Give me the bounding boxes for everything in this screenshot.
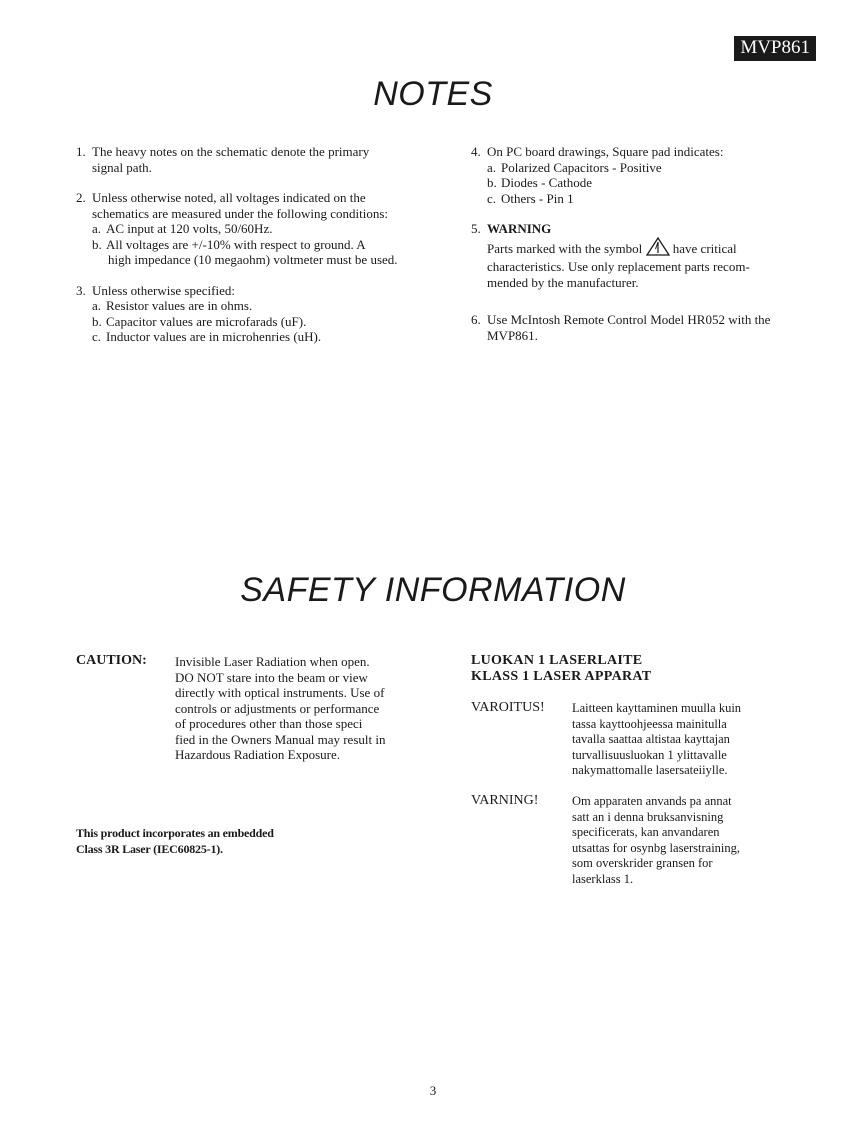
note-line: Unless otherwise noted, all voltages indicated on the (92, 190, 366, 205)
laser-heading-line: LUOKAN 1 LASERLAITE (471, 653, 643, 668)
warning-triangle-icon (646, 237, 670, 260)
warning-line: characteristics. Use only replacement parts recom- (487, 259, 750, 274)
note-number: 4. (471, 144, 481, 159)
varoitus-line: tassa kayttoohjeessa mainitulla (572, 716, 727, 731)
note-4-sub-b (487, 175, 811, 191)
note-2-sub-b (92, 237, 446, 253)
varoitus-text (572, 701, 802, 779)
sub-letter: c. (92, 329, 102, 344)
warning-heading: WARNING (487, 221, 552, 236)
note-3-sub-c (92, 329, 446, 345)
note-number: 3. (76, 282, 86, 298)
caution-line: controls or adjustments or performance (175, 700, 380, 716)
varning-label: VARNING! (471, 793, 539, 808)
caution-line: Invisible Laser Radiation when open. (175, 654, 370, 669)
note-line: schematics are measured under the following conditions: (92, 205, 389, 221)
sub-text-continued: high impedance (10 megaohm) voltmeter must be used. (108, 252, 398, 267)
sub-letter: a. (92, 298, 102, 313)
laser-class-heading (471, 653, 801, 685)
sub-text: Diodes - Cathode (501, 175, 592, 190)
varning-line: Om apparaten anvands pa annat (572, 794, 732, 808)
caution-text (175, 654, 435, 763)
note-5 (471, 221, 811, 290)
laser-heading-line: KLASS 1 LASER APPARAT (471, 669, 652, 684)
note-line: Unless otherwise specified: (92, 282, 235, 298)
note-4-sub-a (487, 160, 811, 176)
sub-text: All voltages are +/-10% with respect to ground. A (106, 236, 366, 252)
sub-text: AC input at 120 volts, 50/60Hz. (106, 221, 273, 236)
note-3-sub-b (92, 314, 446, 330)
sub-text: Others - Pin 1 (501, 190, 574, 206)
model-badge: MVP861 (734, 36, 816, 61)
sub-letter: a. (487, 159, 497, 175)
note-3 (76, 283, 446, 345)
note-line: The heavy notes on the schematic denote the primary (92, 144, 370, 159)
varning-line: specificerats, kan anvandaren (572, 825, 720, 839)
safety-title: SAFETY INFORMATION (240, 571, 626, 609)
sub-letter: c. (487, 190, 497, 206)
notes-right-column (471, 144, 811, 358)
varoitus-line: turvallisuusluokan 1 ylittavalle (572, 747, 727, 762)
caution-line: of procedures other than those speci (175, 716, 363, 731)
warning-line: mended by the manufacturer. (487, 274, 639, 290)
warning-text: have critical (672, 240, 737, 256)
sub-text: Inductor values are in microhenries (uH). (106, 329, 322, 344)
note-line: MVP861. (487, 327, 538, 343)
note-6 (471, 312, 811, 343)
note-4 (471, 144, 811, 206)
sub-text: Resistor values are in ohms. (106, 298, 253, 313)
note-line: signal path. (92, 159, 152, 175)
note-2 (76, 190, 446, 268)
note-number: 5. (471, 221, 481, 236)
note-number: 1. (76, 144, 86, 159)
sub-letter: b. (92, 313, 102, 329)
page-number: 3 (429, 1083, 437, 1098)
embedded-laser-statement (76, 825, 376, 857)
varning-text (572, 794, 802, 887)
varoitus-line: tavalla saattaa altistaa kayttajan (572, 732, 730, 746)
caution-label: CAUTION: (76, 653, 147, 668)
warning-text: Parts marked with the symbol (487, 240, 643, 256)
embedded-line: Class 3R Laser (IEC60825-1). (76, 842, 223, 856)
sub-text: Polarized Capacitors - Positive (501, 159, 662, 175)
sub-letter: b. (92, 236, 102, 252)
varning-line: som overskrider gransen for (572, 856, 713, 870)
caution-line: directly with optical instruments. Use of (175, 685, 385, 700)
varoitus-label: VAROITUS! (471, 700, 545, 715)
notes-left-column (76, 144, 446, 360)
note-number: 6. (471, 312, 481, 327)
sub-text: Capacitor values are microfarads (uF). (106, 313, 307, 329)
notes-title: NOTES (373, 75, 493, 113)
caution-line: fied in the Owners Manual may result in (175, 731, 386, 747)
caution-line: DO NOT stare into the beam or view (175, 669, 368, 685)
note-2-sub-a (92, 221, 446, 237)
note-line: Use McIntosh Remote Control Model HR052 with the (487, 312, 771, 327)
note-1 (76, 144, 446, 175)
varning-line: utsattas for osynbg laserstraining, (572, 840, 741, 855)
note-line: On PC board drawings, Square pad indicates: (487, 144, 724, 159)
caution-line: Hazardous Radiation Exposure. (175, 747, 340, 762)
varning-line: laserklass 1. (572, 871, 634, 886)
sub-letter: b. (487, 175, 497, 190)
varning-line: satt an i denna bruksanvisning (572, 809, 724, 824)
embedded-line: This product incorporates an embedded (76, 826, 274, 840)
note-3-sub-a (92, 298, 446, 314)
varoitus-line: Laitteen kayttaminen muulla kuin (572, 701, 742, 715)
note-4-sub-c (487, 191, 811, 207)
varoitus-line: nakymattomalle lasersateiiylle. (572, 763, 728, 777)
warning-line (487, 237, 811, 260)
note-number: 2. (76, 190, 86, 205)
sub-letter: a. (92, 221, 102, 236)
